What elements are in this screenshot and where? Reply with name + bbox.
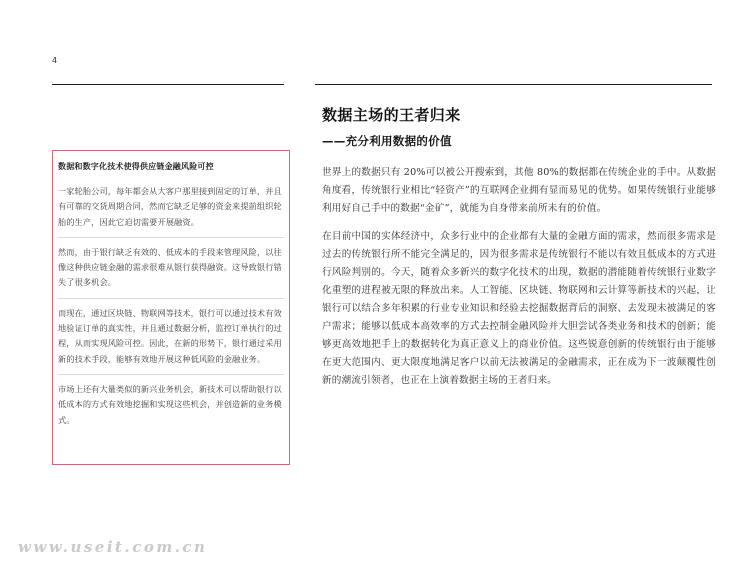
sidebar-paragraph-2: 然而，由于银行缺乏有效的、低成本的手段来管理风险，以往像这种供应链金融的需求很难从银行获得融资。这导致银行错失了很多机会。 (58, 245, 284, 299)
article-paragraph-2: 在目前中国的实体经济中，众多行业中的企业都有大量的金融方面的需求，然而很多需求是过去的传统银行所不能完全满足的，因为很多需求是传统银行不能以有效且低成本的方式进行风险判别的。今天，随着众多新兴的数字化技术的出现，数据的潜能随着传统银行业数字化重塑的进程被无限的释放出来。人工智能、区块链、物联网和云计算等新技术的兴起，让银行可以结合多年积累的行业专业知识和经验去挖掘数据背后的洞察、去发现未被满足的客户需求；能够以低成本高效率的方式去控制金融风险并大胆尝试各类业务和技术的创新；能够更高效地把手上的数据转化为真正意义上的商业价值。这些锐意创新的传统银行由于能够在更大范围内、更大限度地满足客户以前无法被满足的金融需求，正在成为下一波颠覆性创新的潮流引领者，也正在上演着数据主场的王者归来。 (322, 231, 716, 386)
left-column-rule (52, 84, 284, 85)
sidebar-paragraph-4: 市场上还有大量类似的新兴业务机会，新技术可以帮助银行以低成本的方式有效地挖掘和实现这些机会，并创造新的业务模式。 (58, 383, 282, 425)
page-number: 4 (52, 56, 58, 65)
main-article (322, 104, 716, 400)
case-study-sidebar (52, 150, 290, 465)
article-paragraph-1: 世界上的数据只有 20%可以被公开搜索到，其他 80%的数据都在传统企业的手中。从数据角度看，传统银行业相比“轻资产”的互联网企业拥有显而易见的优势。如果传统银行业能够利用好自己手中的数据“金矿”，就能为自身带来前所未有的价值。 (322, 167, 716, 214)
article-subtitle: ——充分利用数据的价值 (322, 134, 452, 148)
watermark: www.useit.com.cn (18, 538, 208, 556)
sidebar-title: 数据和数字化技术使得供应链金融风险可控 (58, 162, 214, 171)
article-title: 数据主场的王者归来 (322, 106, 461, 124)
right-column-rule (315, 84, 712, 85)
sidebar-paragraph-1: 一家轮胎公司，每年都会从大客户那里接到固定的订单，并且有可靠的交货周期合同，然而它缺乏足够的资金来提前组织轮胎的生产，因此它迫切需要开展融资。 (58, 184, 284, 238)
sidebar-paragraph-3: 而现在，通过区块链、物联网等技术，银行可以通过技术有效地验证订单的真实性，并且通过数据分析，监控订单执行的过程，从而实现风险可控。因此，在新的形势下，银行通过采用新的技术手段，能够有效地开展这种低风险的金融业务。 (58, 306, 284, 375)
